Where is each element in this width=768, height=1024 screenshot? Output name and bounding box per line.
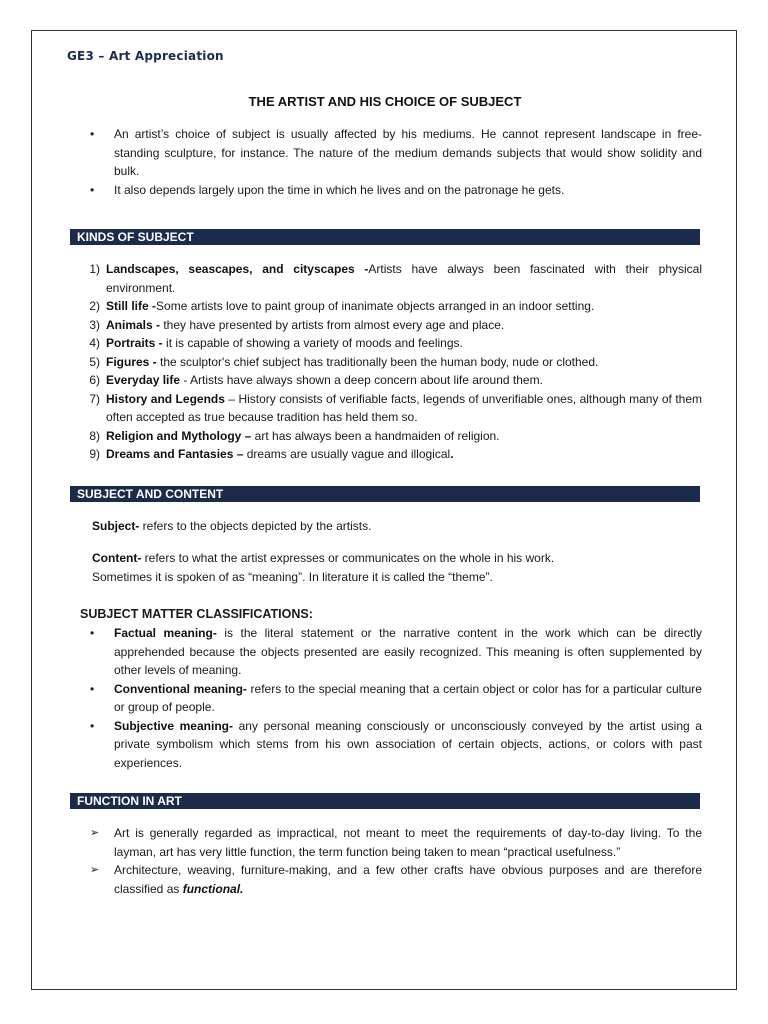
list-item: • Subjective meaning- any personal meaning consciously or unconsciously conveyed by the artist using a private symbolism which stems from his own association of certain objects, actions, or colors with past experiences. [90, 718, 702, 770]
list-item: 4) Portraits - it is capable of showing a variety of moods and feelings. [89, 336, 463, 350]
list-item: 1) Landscapes, seascapes, and cityscapes -Artists have always been fascinated with their physical environment. [89, 262, 703, 295]
bullet-marker: • [90, 127, 95, 141]
list-item: ➢ Architecture, weaving, furniture-making, and a few other crafts have obvious purposes and are therefore classified as functional. [90, 863, 702, 896]
list-item: • Factual meaning- is the literal statement or the narrative content in the work which can be directly apprehended because the objects presented are easily recognized. This meaning is often supplemented by other levels of meaning. [90, 626, 702, 677]
section-heading-subject-content: SUBJECT AND CONTENT [70, 486, 700, 502]
page-title: THE ARTIST AND HIS CHOICE OF SUBJECT [248, 94, 522, 109]
section-heading-kinds: KINDS OF SUBJECT [70, 229, 700, 245]
arrow-bullet-icon: ➢ [90, 827, 100, 839]
course-header: GE3 – Art Appreciation [67, 49, 224, 63]
list-item: • An artist’s choice of subject is usually affected by his mediums. He cannot represent landscape in free-standing sculpture, for instance. The nature of the medium demands subjects that would show solidity and bulk. [90, 127, 702, 178]
bullet-marker: • [90, 182, 95, 197]
content-definition: Content- refers to what the artist expresses or communicates on the whole in his work. Sometimes it is spoken of as “meaning”. In literature it is called the “theme”. [92, 551, 555, 584]
function-list [90, 824, 702, 898]
list-item: 7) History and Legends – History consists of verifiable facts, legends of unverifiable ones, although many of them often accepted as true because tradition has held them so. [89, 391, 702, 424]
list-item: 8) Religion and Mythology – art has always been a handmaiden of religion. [89, 428, 500, 443]
list-item: • Conventional meaning- refers to the special meaning that a certain object or color has for a particular culture or group of people. [90, 681, 702, 714]
section-heading-function: FUNCTION IN ART [70, 793, 700, 809]
list-item: 6) Everyday life - Artists have always shown a deep concern about life around them. [89, 373, 543, 387]
list-item: 2) Still life -Some artists love to paint group of inanimate objects arranged in an indoor setting. [89, 299, 595, 313]
list-item: • It also depends largely upon the time in which he lives and on the patronage he gets. [90, 181, 702, 200]
classifications-heading: SUBJECT MATTER CLASSIFICATIONS: [80, 607, 313, 621]
intro-section [90, 125, 702, 199]
arrow-bullet-icon: ➢ [90, 864, 100, 876]
list-item: ➢ Art is generally regarded as impractical, not meant to meet the requirements of day-to-day living. To the layman, art has very little function, the term function being taken to mean “practical usefulness.” [90, 826, 702, 859]
bullet-marker: • [90, 626, 95, 640]
subject-definition: Subject- refers to the objects depicted by the artists. [92, 519, 372, 533]
list-item: 9) Dreams and Fantasies – dreams are usually vague and illogical. [89, 447, 454, 461]
classifications-list [90, 624, 702, 772]
list-item: 3) Animals - they have presented by artists from almost every age and place. [89, 317, 505, 332]
list-item: 5) Figures - the sculptor's chief subject has traditionally been the human body, nude or clothed. [89, 354, 599, 369]
bullet-marker: • [90, 681, 95, 696]
document-page [31, 30, 737, 990]
kinds-list [78, 260, 702, 464]
bullet-marker: • [90, 718, 95, 733]
